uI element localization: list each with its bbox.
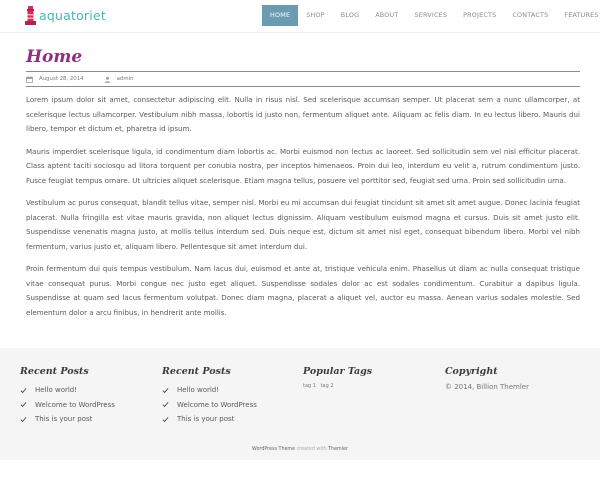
paragraph: Vestibulum ac purus consequat, blandit tellus vitae, semper nisl. Morbi eu mi accumsan dui feugiat tincidunt sit amet sit amet augue. Donec lacinia feugiat placerat. Nulla fringilla est vitae mauris gravida, non aliquet lectus dignissim. Aliquam vestibulum euismod magna et cursus. Duis sit amet justo elit. Suspendisse venenatis magna justo, at mollis tellus interdum sed. Duis neque est, dictum sit amet nisl eget, consequat bibendum libero. Morbi vel nibh fermentum, varius justo et, aliquam libero. Pellentesque sit amet interdum dui. [26, 198, 580, 251]
check-icon [20, 401, 27, 408]
list-item[interactable] [162, 383, 257, 398]
nav-item-home[interactable]: HOME [262, 5, 298, 26]
recent-post-link[interactable]: Hello world! [177, 386, 220, 395]
list-item[interactable] [20, 412, 115, 427]
paragraph: Mauris imperdiet scelerisque ligula, id condimentum diam lobortis ac. Morbi euismod non lectus ac laoreet. Sed sollicitudin sem vel nisl efficitur placerat. Class aptent taciti sociosqu ad litora torquent per conubia nostra, per inceptos himenaeos. Proin dui leo, interdum eu velit a, rutrum condimentum justo. Fusce feugiat tempus ornare. Ut ultricies aliquet scelerisque. Etiam magna tellus, posuere vel porttitor sed, feugiat sed urna. Proin sed sollicitudin urna. [26, 146, 580, 185]
post-content [26, 93, 580, 328]
tag-cloud [303, 383, 372, 389]
footer-widget-title: Recent Posts [20, 366, 89, 377]
list-item[interactable] [162, 398, 257, 413]
lighthouse-icon [25, 6, 36, 25]
site-header [0, 0, 600, 32]
tag-link[interactable]: tag 2 [320, 383, 334, 389]
header-divider [0, 32, 600, 33]
recent-post-link[interactable]: Welcome to WordPress [177, 400, 257, 409]
recent-post-link[interactable]: Welcome to WordPress [35, 400, 115, 409]
nav-item-blog[interactable]: BLOG [340, 11, 360, 19]
check-icon [162, 387, 169, 394]
themler-link[interactable]: Themler [328, 447, 348, 452]
calendar-icon [26, 76, 33, 83]
nav-item-services[interactable]: SERVICES [414, 11, 448, 19]
check-icon [20, 416, 27, 423]
recent-post-link[interactable]: This is your post [177, 415, 235, 424]
footer-credits [0, 447, 600, 452]
user-icon [104, 76, 111, 83]
footer-widget-title: Popular Tags [303, 366, 373, 377]
post-date[interactable]: August 28, 2014 [39, 76, 84, 82]
post-meta [26, 74, 133, 84]
footer-copyright [445, 366, 529, 391]
list-item[interactable] [20, 398, 115, 413]
check-icon [162, 416, 169, 423]
recent-post-link[interactable]: This is your post [35, 415, 93, 424]
site-logo[interactable] [25, 5, 115, 27]
list-item[interactable] [20, 383, 115, 398]
post-author[interactable]: admin [116, 76, 134, 82]
paragraph: Proin fermentum dui quis tempus vestibulum. Nam lacus dui, euismod et ante at, tristique vehicula enim. Phasellus ut diam ac nulla consequat tristique vitae consequat purus. Morbi congue nec justo eget aliquet. Suspendisse sodales dolor ac est sodales condimentum. Curabitur a dapibus ligula. Suspendisse at quam sed lacus fermentum volutpat. Donec diam magna, placerat a aliquet vel, auctor eu massa. Aenean varius sodales molestie. Sed elementum dolor a arcu finibus, in hendrerit ante mollis. [26, 264, 580, 317]
check-icon [20, 387, 27, 394]
recent-post-link[interactable]: Hello world! [35, 386, 78, 395]
theme-link[interactable]: WordPress Theme [252, 447, 296, 452]
credits-text: created with [296, 447, 327, 452]
logo-text: aquatoriet [39, 8, 106, 23]
footer-widget-title: Copyright [445, 366, 498, 377]
footer-recent-posts-2 [162, 366, 257, 427]
list-item[interactable] [162, 412, 257, 427]
footer-widget-title: Recent Posts [162, 366, 231, 377]
nav-item-features[interactable]: FEATURES [564, 11, 599, 19]
nav-item-shop[interactable]: SHOP [306, 11, 325, 19]
nav-item-projects[interactable]: PROJECTS [463, 11, 497, 19]
footer-popular-tags [303, 366, 372, 389]
copyright-text: © 2014, Billion Themler [445, 383, 529, 391]
page-title: Home [26, 47, 83, 67]
meta-divider-bottom [26, 86, 580, 87]
nav-item-contacts[interactable]: CONTACTS [512, 11, 549, 19]
footer-recent-posts-1 [20, 366, 115, 427]
check-icon [162, 401, 169, 408]
nav-item-about[interactable]: ABOUT [375, 11, 399, 19]
main-nav [262, 5, 600, 26]
page-bottom [0, 460, 600, 492]
tag-link[interactable]: tag 1 [303, 383, 316, 389]
paragraph: Lorem ipsum dolor sit amet, consectetur adipiscing elit. Nulla in risus nisl. Sed scelerisque accumsan semper. Ut placerat sem a nunc ullamcorper, at scelerisque lectus ullamcorper. Vestibulum nibh massa, lobortis id justo non, fermentum aliquet ante. Aliquam ac felis diam. In eu lectus libero. Mauris dui libero, tempor et dictum et, pharetra id ipsum. [26, 95, 580, 133]
meta-divider-top [26, 71, 580, 72]
